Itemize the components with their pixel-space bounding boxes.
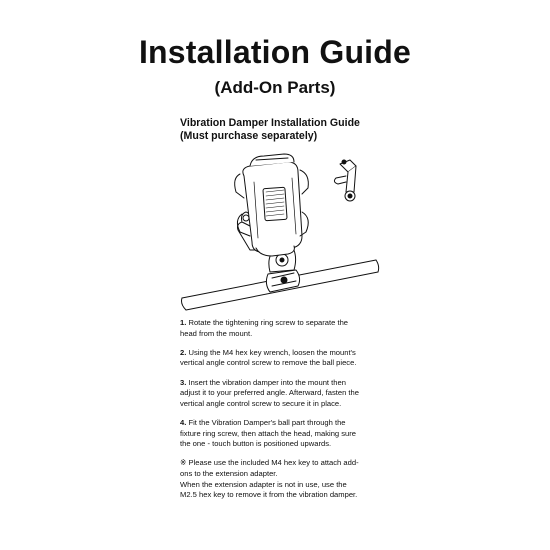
step-number: 4. [180, 417, 187, 427]
step-text: the one - touch button is positioned upwards. [180, 439, 332, 449]
note-text: ons to the extension adapter. [180, 468, 278, 478]
step-number: 1. [180, 318, 187, 327]
instruction-steps [180, 318, 380, 501]
step-text: Fit the Vibration Damper's ball part through the [188, 417, 346, 427]
step-4 [180, 418, 380, 450]
step-text: head from the mount. [180, 328, 253, 338]
step-text: adjust it to your preferred angle. Afterward, fasten the [180, 388, 359, 398]
ball-piece-part [334, 160, 356, 201]
section-subheading-line: (Must purchase separately) [180, 130, 318, 142]
page-subtitle: (Add-On Parts) [214, 78, 336, 97]
step-1 [180, 318, 380, 339]
step-number: 2. [180, 347, 187, 357]
page-title: Installation Guide [138, 34, 412, 70]
step-text: vertical angle control screw to secure it in place. [180, 398, 342, 408]
note-block [180, 458, 380, 500]
phone-mount-illustration [180, 152, 380, 312]
step-3 [180, 378, 380, 410]
step-number: 3. [180, 377, 187, 387]
note-text: ※ Please use the included M4 hex key to attach add- [180, 458, 359, 468]
note-text: When the extension adapter is not in use, use the [180, 479, 347, 489]
step-text: Using the M4 hex key wrench, loosen the mount's [188, 347, 356, 357]
section-heading [180, 117, 440, 143]
note-text: M2.5 hex key to remove it from the vibration damper. [180, 490, 358, 500]
step-2 [180, 348, 380, 369]
section-heading-line: Vibration Damper Installation Guide [180, 117, 360, 129]
step-text: Insert the vibration damper into the mount then [188, 377, 346, 387]
step-text: Rotate the tightening ring screw to separate the [188, 318, 349, 327]
step-text: vertical angle control screw to remove the ball piece. [180, 358, 357, 368]
step-text: fixture ring screw, then attach the head, making sure [180, 428, 357, 438]
